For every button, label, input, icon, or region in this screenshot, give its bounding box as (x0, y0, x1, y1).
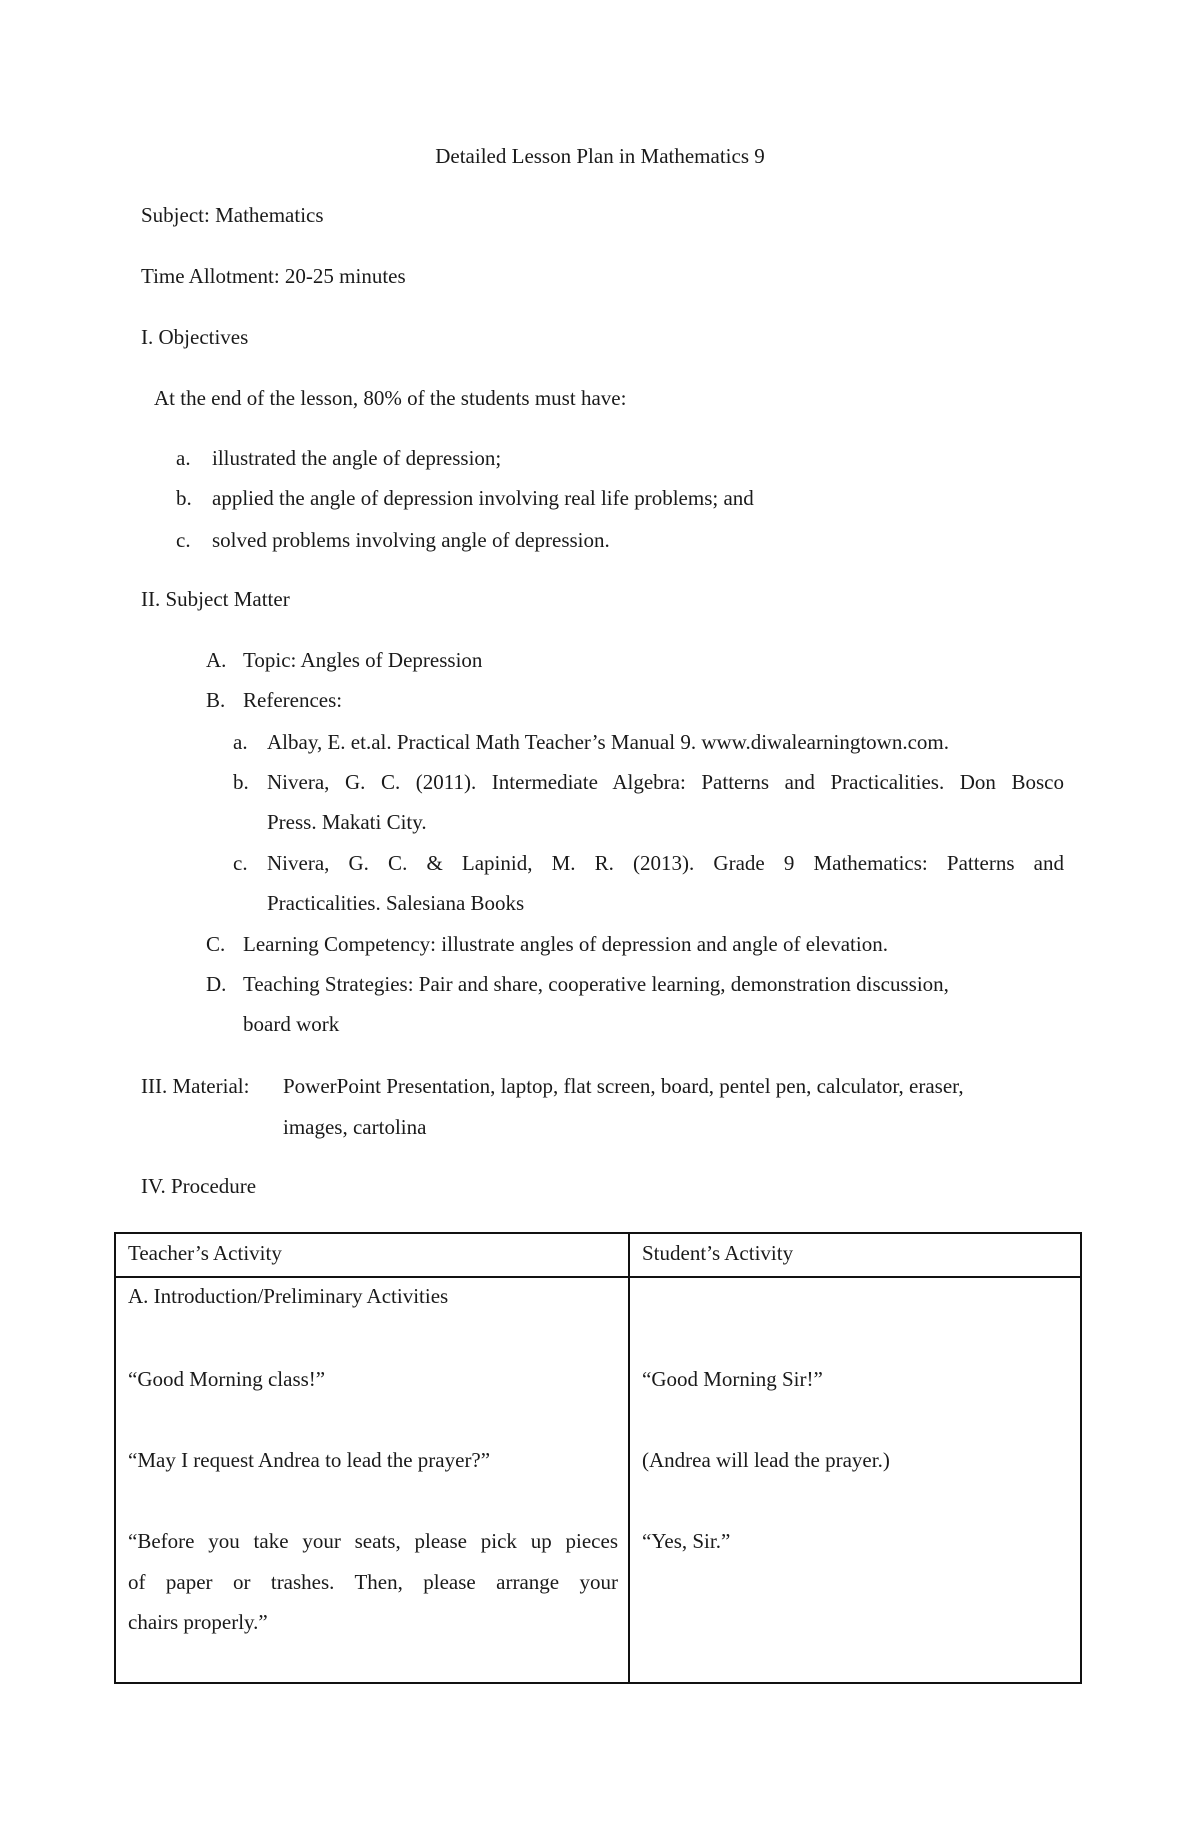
references-marker: B. (206, 688, 226, 712)
student-activity-header: Student’s Activity (642, 1241, 794, 1265)
teacher-line: “Before you take your seats, please pick up pieces (128, 1529, 618, 1553)
student-line: (Andrea will lead the prayer.) (642, 1448, 890, 1472)
material-line-continued: images, cartolina (283, 1115, 427, 1139)
material-label: III. Material: (141, 1074, 250, 1098)
procedure-heading: IV. Procedure (141, 1174, 257, 1198)
table-header-cell (629, 1233, 1081, 1277)
table-header-cell (115, 1233, 629, 1277)
teacher-line: chairs properly.” (128, 1610, 268, 1634)
student-activity-cell (629, 1277, 1081, 1683)
reference-item: Albay, E. et.al. Practical Math Teacher’s Manual 9. www.diwalearningtown.com. (267, 730, 949, 754)
topic-line: Topic: Angles of Depression (243, 648, 483, 672)
table-header-row (115, 1233, 1081, 1277)
teacher-activity-cell (115, 1277, 629, 1683)
reference-item: Nivera, G. C. & Lapinid, M. R. (2013). Grade 9 Mathematics: Patterns and (267, 851, 1064, 875)
competency-line: Learning Competency: illustrate angles of depression and angle of elevation. (243, 932, 888, 956)
table-row (115, 1277, 1081, 1683)
competency-marker: C. (206, 932, 226, 956)
objective-marker: c. (176, 528, 191, 552)
reference-marker: a. (233, 730, 248, 754)
section-label: A. Introduction/Preliminary Activities (128, 1284, 449, 1308)
strategies-line: Teaching Strategies: Pair and share, cooperative learning, demonstration discussion, (243, 972, 949, 996)
student-line: “Yes, Sir.” (642, 1529, 731, 1553)
reference-marker: b. (233, 770, 249, 794)
teacher-activity-header: Teacher’s Activity (128, 1241, 282, 1265)
subject-line: Subject: Mathematics (141, 203, 324, 227)
strategies-line-continued: board work (243, 1012, 340, 1036)
teacher-line: of paper or trashes. Then, please arrange your (128, 1570, 618, 1594)
reference-item: Nivera, G. C. (2011). Intermediate Algebra: Patterns and Practicalities. Don Bosco (267, 770, 1064, 794)
teacher-line: “Good Morning class!” (128, 1367, 326, 1391)
strategies-marker: D. (206, 972, 227, 996)
objectives-intro: At the end of the lesson, 80% of the students must have: (154, 386, 627, 410)
reference-marker: c. (233, 851, 248, 875)
page-title: Detailed Lesson Plan in Mathematics 9 (435, 144, 765, 168)
topic-marker: A. (206, 648, 227, 672)
material-line: PowerPoint Presentation, laptop, flat screen, board, pentel pen, calculator, eraser, (283, 1074, 964, 1098)
references-heading: References: (243, 688, 343, 712)
objective-marker: a. (176, 446, 191, 470)
reference-item-continued: Practicalities. Salesiana Books (267, 891, 525, 915)
procedure-table (114, 1232, 1082, 1684)
time-allotment-line: Time Allotment: 20-25 minutes (141, 264, 406, 288)
objective-item: solved problems involving angle of depression. (212, 528, 610, 552)
reference-item-continued: Press. Makati City. (267, 810, 427, 834)
objectives-heading: I. Objectives (141, 325, 249, 349)
objective-marker: b. (176, 486, 192, 510)
teacher-line: “May I request Andrea to lead the prayer?” (128, 1448, 491, 1472)
objective-item: illustrated the angle of depression; (212, 446, 502, 470)
objective-item: applied the angle of depression involving real life problems; and (212, 486, 754, 510)
subject-matter-heading: II. Subject Matter (141, 587, 290, 611)
student-line: “Good Morning Sir!” (642, 1367, 823, 1391)
